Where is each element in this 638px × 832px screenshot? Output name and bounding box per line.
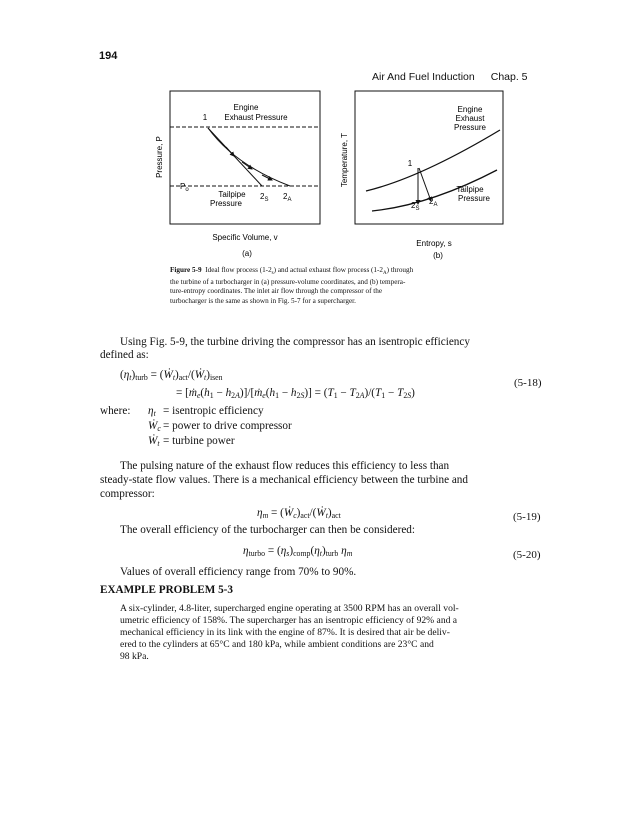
point-1-a: 1: [202, 113, 208, 122]
caption-sub-a: A: [383, 271, 387, 276]
exhaust-pressure-label-a: Exhaust Pressure: [224, 113, 288, 122]
figure-caption: [170, 266, 510, 306]
def-eta-text: = isentropic efficiency: [163, 405, 264, 417]
example-line-4: ered to the cylinders at 65°C and 180 kPa, while ambient conditions are 23°C and: [120, 639, 434, 650]
ideal-process-line-a: [208, 128, 262, 186]
caption-line-4: turbocharger is the same as shown in Fig. 5-7 for a supercharger.: [170, 296, 356, 305]
example-line-1: A six-cylinder, 4.8-liter, supercharged engine operating at 3500 RPM has an overall vol-: [120, 603, 459, 614]
example-line-2: umetric efficiency of 158%. The supercharger has an isentropic efficiency of 92% and a: [120, 615, 458, 626]
pulse-line-2: steady-state flow values. There is a mechanical efficiency between the turbine and: [100, 474, 468, 486]
pulse-line-3: compressor:: [100, 488, 155, 500]
where-label: where:: [100, 405, 131, 417]
y-axis-label-a: Pressure, P: [155, 136, 164, 178]
example-body: [120, 603, 459, 663]
po-subscript: o: [185, 187, 189, 193]
chapter-label: Chap. 5: [490, 71, 528, 83]
def-wt-text: = turbine power: [163, 435, 235, 447]
point-2a-a-num: 2: [283, 192, 288, 201]
running-title: Air And Fuel Induction: [372, 71, 475, 83]
po-symbol: P: [180, 182, 186, 191]
tailpipe-label-a: Tailpipe: [218, 190, 246, 199]
intro-line-1: Using Fig. 5-9, the turbine driving the compressor has an isentropic efficiency: [120, 336, 470, 348]
panel-label-b: (b): [433, 251, 443, 260]
def-wt-symbol: Ẇ$_t$: [148, 435, 160, 448]
panel-label-a: (a): [242, 249, 252, 258]
example-line-5: 98 kPa.: [120, 651, 149, 662]
pressure-label-b: Pressure: [453, 123, 487, 132]
caption-part-3: ) through: [386, 266, 414, 274]
eq-5-18-line-1: $(\eta_t)_{turb}$ = $(Ẇ_t)_{act}/(Ẇ_t)_{isen}$: [120, 369, 223, 382]
eq-5-20: $\eta_{turbo} = (\eta_s)_{comp}(\eta_t)_{turb}$ $\eta_m$: [243, 545, 353, 558]
overall-line: The overall efficiency of the turbocharger can then be considered:: [120, 524, 415, 536]
po-label: [180, 182, 189, 193]
engine-label-a: Engine: [233, 103, 259, 112]
caption-part-1: Ideal flow process (1-2: [205, 266, 272, 274]
eq-5-19-number: (5-19): [513, 511, 541, 523]
point-2a-b-num: 2: [429, 197, 434, 206]
point-2s-b-num: 2: [411, 201, 416, 210]
intro-line-2: defined as:: [100, 349, 149, 361]
point-2a-b: [429, 197, 437, 208]
example-heading: EXAMPLE PROBLEM 5-3: [100, 584, 234, 596]
point-2a-a: [283, 192, 291, 203]
def-wc-text: = power to drive compressor: [163, 420, 292, 432]
point-2s-b-sub: S: [415, 206, 420, 212]
actual-process-curve-a: [208, 128, 290, 186]
caption-sub-s: s: [271, 271, 274, 276]
tailpipe-pressure-label-a: Pressure: [209, 199, 243, 208]
eq-5-19: $\eta_m$ = $(Ẇ_c)_{act}/(Ẇ_t)_{act}$: [257, 507, 341, 520]
exhaust-label-b: Exhaust: [455, 114, 485, 123]
point-2s-a-sub: S: [264, 197, 269, 203]
page-number: 194: [99, 50, 118, 62]
point-1-b: 1: [407, 159, 413, 168]
point-2a-b-sub: A: [433, 202, 438, 208]
tailpipe-pressure-label-b: Pressure: [457, 194, 491, 203]
eq-5-20-number: (5-20): [513, 549, 541, 561]
engine-label-b: Engine: [457, 105, 483, 114]
def-eta-symbol: $\eta_t$: [148, 405, 156, 418]
caption-line-2: the turbine of a turbocharger in (a) pressure-volume coordinates, and (b) tempera-: [170, 278, 406, 287]
caption-line-3: ture-entropy coordinates. The inlet air flow through the compressor of the: [170, 287, 383, 296]
def-wc-symbol: Ẇ$_c$: [148, 420, 161, 433]
values-line: Values of overall efficiency range from 70% to 90%.: [120, 566, 357, 578]
point-2s-a-num: 2: [260, 192, 265, 201]
x-axis-label-a: Specific Volume, v: [212, 233, 278, 242]
eq-5-18-number: (5-18): [514, 377, 542, 389]
caption-line-1: [170, 266, 510, 278]
tailpipe-label-b: Tailpipe: [456, 185, 484, 194]
caption-figure-label: Figure 5-9: [170, 266, 202, 274]
caption-part-2: ) and actual exhaust flow process (1-2: [273, 266, 384, 274]
example-line-3: mechanical efficiency in its link with the engine of 87%. It is desired that air be deliv-: [120, 627, 450, 638]
eq-5-18-line-2: = [$ṁ_e(h_1$ − $h_{2A})]/[ṁ_e(h_1 - h_{2S})] = (T_1 - T_{2A})/(T_1 - T_{2S})$: [176, 387, 415, 400]
point-2s-a: [260, 192, 268, 203]
y-axis-label-b: Temperature, T: [340, 132, 349, 188]
pulse-line-1: The pulsing nature of the exhaust flow reduces this efficiency to less than: [120, 460, 450, 472]
point-2a-a-sub: A: [287, 197, 292, 203]
arrow-ideal-a: [226, 147, 234, 156]
x-axis-label-b: Entropy, s: [416, 239, 452, 248]
exhaust-isobar: [366, 130, 500, 191]
